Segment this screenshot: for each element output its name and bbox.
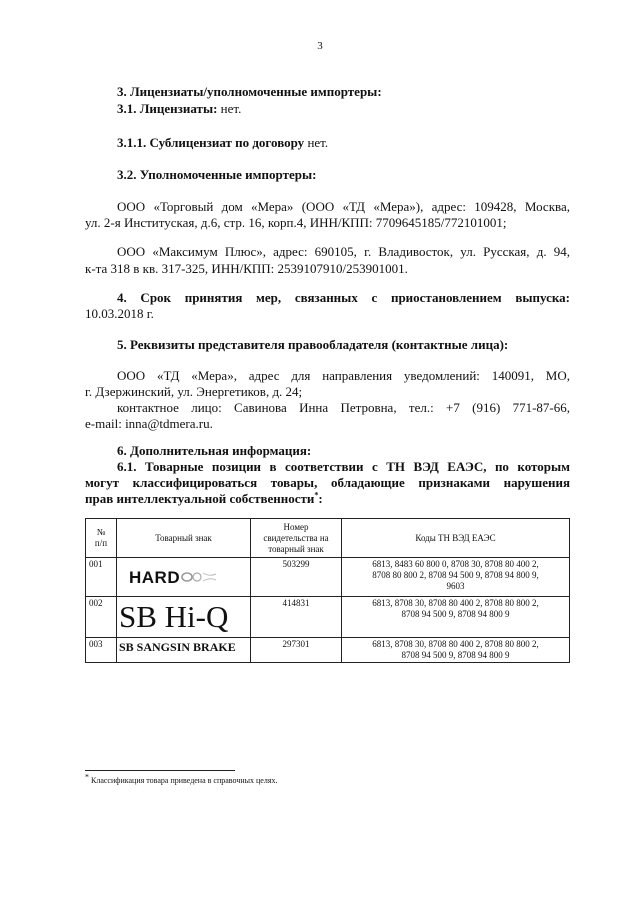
section-6-1-line-1: 6.1. Товарные позиции в соответствии с ТН ВЭД ЕАЭС, по которым [117, 459, 570, 474]
section-3-1-1-label: 3.1.1. Сублицензиат по договору [117, 135, 305, 150]
table-row [86, 597, 570, 638]
footnote-reference: * [314, 490, 319, 500]
row-number: 003 [86, 638, 117, 663]
tnved-codes: 6813, 8708 30, 8708 80 400 2, 8708 80 800 2, 8708 94 500 9, 8708 94 800 9 [342, 597, 570, 638]
section-3-title: 3. Лицензиаты/уполномоченные импортеры: [117, 84, 382, 99]
certificate-number: 414831 [251, 597, 342, 638]
table-row [86, 558, 570, 597]
section-3-2-title: 3.2. Уполномоченные импортеры: [117, 167, 317, 182]
contact-line-2: г. Дзержинский, ул. Энергетиков, д. 24; [85, 384, 303, 399]
header-codes: Коды ТН ВЭД ЕАЭС [342, 519, 570, 558]
trademark-hard [117, 558, 251, 597]
table-header-row [86, 519, 570, 558]
importer-1-line-2: ул. 2-я Институская, д.6, стр. 16, корп.4, ИНН/КПП: 7709645185/772101001; [85, 215, 507, 230]
section-3-1-1 [117, 134, 328, 152]
tnved-codes: 6813, 8483 60 800 0, 8708 30, 8708 80 400 2, 8708 80 800 2, 8708 94 500 9, 8708 94 800 9, 9603 [342, 558, 570, 597]
certificate-number: 297301 [251, 638, 342, 663]
contact-email: e-mail: inna@tdmera.ru. [85, 416, 213, 431]
importer-2-line-2: к-та 318 в кв. 317-325, ИНН/КПП: 2539107910/253901001. [85, 261, 408, 276]
section-3-1-value: нет. [220, 101, 242, 116]
sb-sangsin-logo-text: SB SANGSIN BRAKE [119, 640, 236, 654]
trademark-table [85, 518, 570, 663]
section-6-1-text: прав интеллектуальной собственности [85, 491, 315, 506]
section-3-1-1-value: нет. [307, 135, 329, 150]
footnote-text: Классификация товара приведена в справочных целях. [91, 776, 278, 785]
section-3-1 [117, 100, 241, 118]
section-6-1-line-3 [85, 490, 323, 508]
contact-line-3: контактное лицо: Савинова Инна Петровна, тел.: +7 (916) 771-87-66, [117, 400, 570, 415]
hard-logo-text: HARD [129, 567, 181, 587]
footnote [85, 772, 278, 785]
page-number: 3 [317, 40, 323, 52]
row-number: 001 [86, 558, 117, 597]
section-5-title: 5. Реквизиты представителя правообладателя (контактные лица): [117, 337, 509, 352]
tnved-codes: 6813, 8708 30, 8708 80 400 2, 8708 80 800 2, 8708 94 500 9, 8708 94 800 9 [342, 638, 570, 663]
sb-hiq-logo-text: SB Hi-Q [119, 599, 229, 634]
footnote-separator [85, 770, 235, 771]
section-4-title: 4. Срок принятия мер, связанных с приостановлением выпуска: [117, 290, 570, 305]
header-number: № п/п [86, 519, 117, 558]
header-trademark: Товарный знак [117, 519, 251, 558]
trademark-sb-sangsin [117, 638, 251, 663]
row-number: 002 [86, 597, 117, 638]
header-certificate: Номер свидетельства на товарный знак [251, 519, 342, 558]
certificate-number: 503299 [251, 558, 342, 597]
section-6-title: 6. Дополнительная информация: [117, 443, 312, 458]
importer-2-line-1: ООО «Максимум Плюс», адрес: 690105, г. Владивосток, ул. Русская, д. 94, [117, 244, 570, 259]
table-row [86, 638, 570, 663]
section-6-1-line-2: могут классифицироваться товары, обладающие признаками нарушения [85, 475, 570, 490]
footnote-mark: * [85, 772, 89, 782]
trademark-sb-hiq [117, 597, 251, 638]
contact-line-1: ООО «ТД «Мера», адрес для направления уведомлений: 140091, МО, [117, 368, 570, 383]
section-4-date: 10.03.2018 г. [85, 306, 154, 321]
importer-1-line-1: ООО «Торговый дом «Мера» (ООО «ТД «Мера»), адрес: 109428, Москва, [117, 199, 570, 214]
hard-logo-swoosh-icon [180, 571, 218, 583]
section-6-1-colon: : [318, 491, 323, 506]
hard-logo [117, 558, 250, 596]
section-3-1-label: 3.1. Лицензиаты: [117, 101, 218, 116]
